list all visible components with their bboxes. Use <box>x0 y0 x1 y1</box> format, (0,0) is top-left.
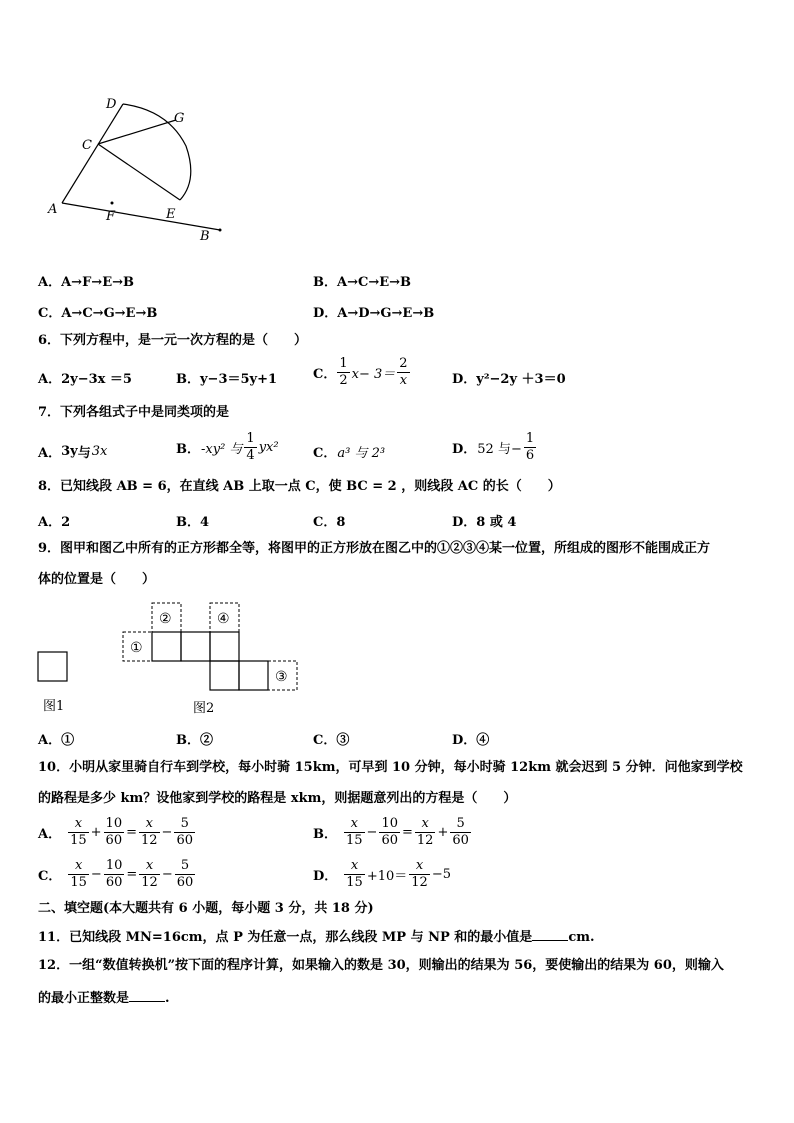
q10-option-c[interactable] <box>38 858 196 891</box>
q6-d-label: D． <box>452 372 477 387</box>
q10-b-label: B． <box>313 827 337 842</box>
segment-CG <box>98 120 176 144</box>
q6-c-label: C． <box>313 367 337 382</box>
position-3-label: ③ <box>275 669 288 685</box>
q12-answer-blank[interactable] <box>129 989 165 1002</box>
q7-b-fraction: $\frac{1}{4}$ <box>246 431 255 463</box>
q10-a-frac1: $\frac{x}{15}$ <box>70 816 87 848</box>
q8-stem: 8．已知线段 AB = 6，在直线 AB 上取一点 C，使 BC = 2 ，则线段 AC 的长（ ） <box>38 479 561 494</box>
q6-b-label: B． <box>176 372 200 387</box>
q10-option-b[interactable] <box>313 816 472 849</box>
q10-d-label: D． <box>313 869 338 884</box>
q6-c-fraction-2: $\frac{2}{x}$ <box>399 356 408 388</box>
q12-line2-after: . <box>165 991 170 1006</box>
q9-option-b[interactable]: B．② <box>176 733 213 748</box>
q10-option-d[interactable] <box>313 858 452 891</box>
q10-c-frac3: $\frac{x}{12}$ <box>141 858 158 890</box>
q5-option-c[interactable]: C．A→C→G→E→B <box>38 306 158 321</box>
q9-option-d[interactable]: D．④ <box>452 733 490 748</box>
q6-option-c[interactable] <box>313 356 411 389</box>
q10-stem-line2: 的路程是多少 km？设他家到学校的路程是 xkm，则据题意列出的方程是（ ） <box>38 791 517 806</box>
q10-b-frac3: $\frac{x}{12}$ <box>416 816 434 848</box>
q11-text-after: cm. <box>568 930 595 945</box>
q6-a-expr: 2y−3x ＝5 <box>61 372 132 387</box>
label-A: A <box>48 202 58 217</box>
q8-option-b[interactable]: B．4 <box>176 515 210 530</box>
q10-b-frac4: $\frac{5}{60}$ <box>452 816 469 848</box>
point-F-dot <box>111 202 114 205</box>
position-4-label: ④ <box>217 611 230 627</box>
q10-c-label: C． <box>38 869 62 884</box>
q10-c-op1: − <box>90 867 102 882</box>
figure1-square <box>38 652 67 681</box>
q11-text-before: 11．已知线段 MN=16cm，点 P 为任意一点，那么线段 MP 与 NP 和的最小值是 <box>38 930 533 945</box>
q11-text <box>38 928 595 946</box>
q8-option-c[interactable]: C．8 <box>313 515 346 530</box>
label-F: F <box>106 209 116 224</box>
q7-d-expr: 52 与− <box>477 442 522 457</box>
position-2-label: ② <box>159 611 172 627</box>
q7-option-a[interactable] <box>38 442 108 461</box>
figure1-caption: 图1 <box>43 699 65 714</box>
q10-b-op2: + <box>437 825 449 840</box>
q6-c-fraction-1: $\frac{1}{2}$ <box>339 356 348 388</box>
q6-option-d[interactable] <box>452 368 566 387</box>
q7-d-fraction: $\frac{1}{6}$ <box>525 431 535 463</box>
q10-c-frac2: $\frac{10}{60}$ <box>105 858 123 890</box>
q10-a-label: A． <box>38 827 62 842</box>
q10-a-frac4: $\frac{5}{60}$ <box>176 816 193 848</box>
position-1-label: ① <box>130 640 143 656</box>
q10-c-frac1: $\frac{x}{15}$ <box>70 858 87 890</box>
label-D: D <box>106 97 117 112</box>
q8-option-d[interactable]: D．8 或 4 <box>452 515 517 530</box>
q9-option-c[interactable]: C．③ <box>313 733 350 748</box>
q6-c-middle: x− 3＝ <box>351 367 396 382</box>
net-square-4 <box>210 661 239 690</box>
q6-option-b[interactable] <box>176 368 277 387</box>
q7-a-expr1: 3y <box>61 444 78 459</box>
q10-a-frac2: $\frac{10}{60}$ <box>105 816 123 848</box>
q7-a-expr2: 3x <box>91 444 108 459</box>
q10-c-op2: − <box>161 867 173 882</box>
figure2-caption: 图2 <box>193 701 215 716</box>
q6-stem: 6．下列方程中，是一元一次方程的是（ ） <box>38 333 308 348</box>
label-C: C <box>82 138 92 153</box>
segment-AD <box>62 104 123 203</box>
q5-option-d[interactable]: D．A→D→G→E→B <box>313 306 435 321</box>
geometry-figure <box>40 90 240 250</box>
q7-d-label: D． <box>452 442 477 457</box>
label-E: E <box>166 207 176 222</box>
q10-d-frac1: $\frac{x}{15}$ <box>346 858 363 890</box>
q7-b-expr1: -xy² 与 <box>201 442 243 457</box>
q7-option-b[interactable] <box>176 431 280 464</box>
q10-option-a[interactable] <box>38 816 196 849</box>
q10-b-frac2: $\frac{10}{60}$ <box>381 816 398 848</box>
q7-option-d[interactable] <box>452 431 537 464</box>
net-square-3 <box>210 632 239 661</box>
q10-stem-line1: 10．小明从家里骑自行车到学校，每小时骑 15km，可早到 10 分钟，每小时骑 12km 就会迟到 5 分钟．问他家到学校 <box>38 760 743 775</box>
q10-b-frac1: $\frac{x}{15}$ <box>346 816 363 848</box>
q7-b-expr2: yx² <box>258 440 279 455</box>
q7-stem: 7．下列各组式子中是同类项的是 <box>38 405 230 420</box>
q6-option-a[interactable] <box>38 368 132 387</box>
q10-b-eq: = <box>402 825 413 840</box>
q10-d-mid: +10＝ <box>366 869 408 884</box>
q10-a-op1: + <box>90 825 102 840</box>
q10-c-eq: = <box>126 867 138 882</box>
point-B-dot <box>219 229 222 232</box>
q6-a-label: A． <box>38 372 62 387</box>
segment-AB <box>62 203 220 230</box>
q9-stem-line1: 9．图甲和图乙中所有的正方形都全等，将图甲的正方形放在图乙中的①②③④某一位置，所组成的图形不能围成正方 <box>38 541 711 556</box>
q9-option-a[interactable]: A．① <box>38 733 75 748</box>
q7-c-label: C． <box>313 446 337 461</box>
q7-a-mid: 与 <box>77 446 91 461</box>
q5-option-a[interactable]: A．A→F→E→B <box>38 275 134 290</box>
q12-line2-before: 的最小正整数是 <box>38 991 130 1006</box>
q10-a-eq: = <box>126 825 137 840</box>
q11-answer-blank[interactable] <box>532 928 568 941</box>
segment-CE <box>98 144 180 200</box>
q10-c-frac4: $\frac{5}{60}$ <box>176 858 194 890</box>
q5-option-b[interactable]: B．A→C→E→B <box>313 275 411 290</box>
cube-net-figures <box>30 600 310 720</box>
net-square-1 <box>152 632 181 661</box>
q10-a-op2: − <box>161 825 173 840</box>
q10-d-frac2: $\frac{x}{12}$ <box>411 858 428 890</box>
q12-line2 <box>38 989 170 1007</box>
section-heading-fill-in: 二、填空题(本大题共有 6 小题，每小题 3 分，共 18 分) <box>38 901 374 916</box>
q6-d-expr: y²−2y ＋3＝0 <box>476 372 566 387</box>
q7-c-expr: a³ 与 2³ <box>337 446 386 461</box>
q7-b-label: B． <box>176 442 200 457</box>
net-square-2 <box>181 632 210 661</box>
q10-d-tail: −5 <box>431 867 451 882</box>
q6-b-expr: y−3＝5y+1 <box>200 372 278 387</box>
q8-option-a[interactable]: A．2 <box>38 515 71 530</box>
net-square-5 <box>239 661 268 690</box>
q7-option-c[interactable] <box>313 442 386 461</box>
q7-a-label: A． <box>38 446 62 461</box>
label-B: B <box>200 229 210 244</box>
q10-b-op1: − <box>366 825 378 840</box>
label-G: G <box>174 111 185 126</box>
q12-line1: 12．一组“数值转换机”按下面的程序计算，如果输入的数是 30，则输出的结果为 56，要使输出的结果为 60，则输入 <box>38 958 724 973</box>
q10-a-frac3: $\frac{x}{12}$ <box>141 816 158 848</box>
q9-stem-line2: 体的位置是（ ） <box>38 572 156 587</box>
